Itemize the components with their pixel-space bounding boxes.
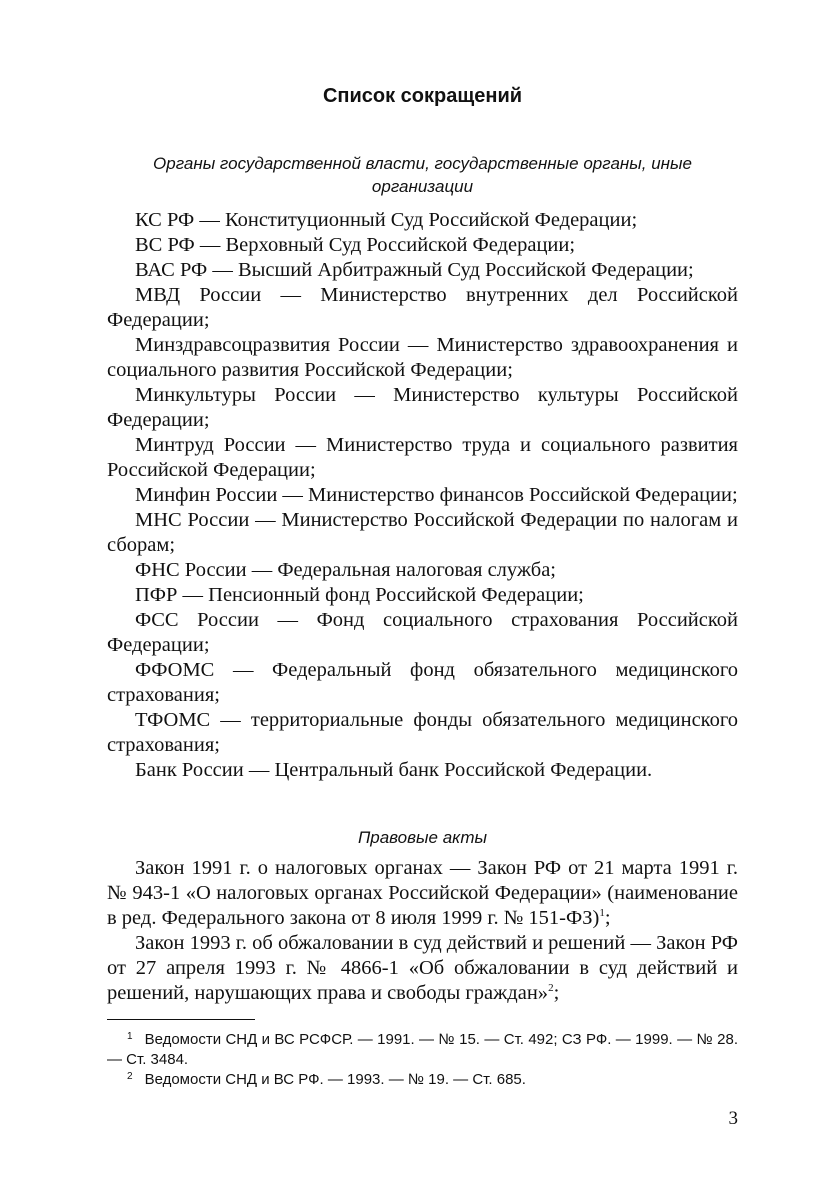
list-item: ТФОМС — территориальные фонды обязательного медицинского страхования;: [107, 709, 738, 756]
page-title: Список сокращений: [322, 85, 523, 107]
footnote-mark: 2: [127, 1071, 133, 1082]
list-item: Минздравсоцразвития России — Министерство здравоохранения и социального развития Российской Федерации;: [107, 334, 738, 381]
list-item: Минкультуры России — Министерство культуры Российской Федерации;: [107, 384, 738, 431]
footnote-text: Ведомости СНД и ВС РФ. — 1993. — № 19. — Ст. 685.: [144, 1071, 526, 1088]
list-item: ПФР — Пенсионный фонд Российской Федерации;: [135, 584, 584, 606]
page-number: 3: [728, 1108, 738, 1129]
list-item: МНС России — Министерство Российской Федерации по налогам и сборам;: [107, 509, 738, 556]
list-item: МВД России — Министерство внутренних дел Российской Федерации;: [107, 284, 738, 331]
footnote-text: Ведомости СНД и ВС РСФСР. — 1991. — № 15. — Ст. 492; СЗ РФ. — 1999. — № 28. — Ст. 3484.: [107, 1031, 738, 1068]
list-item: Минтруд России — Министерство труда и социального развития Российской Федерации;: [107, 434, 738, 481]
list-item: Банк России — Центральный банк Российской Федерации.: [135, 759, 653, 781]
section-heading-organs: Органы государственной власти, государственные органы, иные организации: [153, 154, 692, 196]
list-item: ФСС России — Фонд социального страхования Российской Федерации;: [107, 609, 738, 656]
list-item: Минфин России — Министерство финансов Российской Федерации;: [135, 484, 738, 506]
footnote: [107, 1030, 738, 1070]
list-item: ВАС РФ — Высший Арбитражный Суд Российской Федерации;: [135, 259, 694, 281]
list-item: Закон 1991 г. о налоговых органах — Закон РФ от 21 марта 1991 г. № 943-1 «О налоговых органах Российской Федерации» (наименование в ред. Федерального закона от 8 июля 1999 г. № 151-ФЗ)$^1$;: [107, 857, 738, 929]
list-item: Закон 1993 г. об обжаловании в суд действий и решений — Закон РФ от 27 апреля 1993 г. № 4866-1 «Об обжаловании в суд действий и решений, нарушающих права и свободы граждан»$^2$;: [107, 932, 738, 1004]
footnote-ref[interactable]: 1: [599, 907, 605, 919]
abbreviation-list-legal-acts: [107, 856, 738, 1006]
list-item-text: Закон 1993 г. об обжаловании в суд действий и решений — Закон РФ от 27 апреля 1993 г. № 4866-1 «Об обжаловании в суд действий и решений, нарушающих права и свободы граждан»: [107, 932, 738, 1004]
abbreviation-list-organs: [107, 208, 738, 783]
list-item: ФНС России — Федеральная налоговая служба;: [135, 559, 556, 581]
footnote-ref[interactable]: 2: [548, 982, 554, 994]
list-item-text: Закон 1991 г. о налоговых органах — Закон РФ от 21 марта 1991 г. № 943-1 «О налоговых органах Российской Федерации» (наименование в ред. Федерального закона от 8 июля 1999 г. № 151-ФЗ): [107, 857, 738, 929]
list-item: ВС РФ — Верховный Суд Российской Федерации;: [135, 234, 576, 256]
footnote-divider: [107, 1019, 255, 1020]
footnote: [107, 1070, 738, 1090]
list-item: КС РФ — Конституционный Суд Российской Федерации;: [135, 209, 638, 231]
list-item: ФФОМС — Федеральный фонд обязательного медицинского страхования;: [107, 659, 738, 706]
footnote-mark: 1: [127, 1031, 133, 1042]
footnotes: [107, 1030, 738, 1090]
section-heading-legal-acts: Правовые акты: [357, 828, 488, 847]
